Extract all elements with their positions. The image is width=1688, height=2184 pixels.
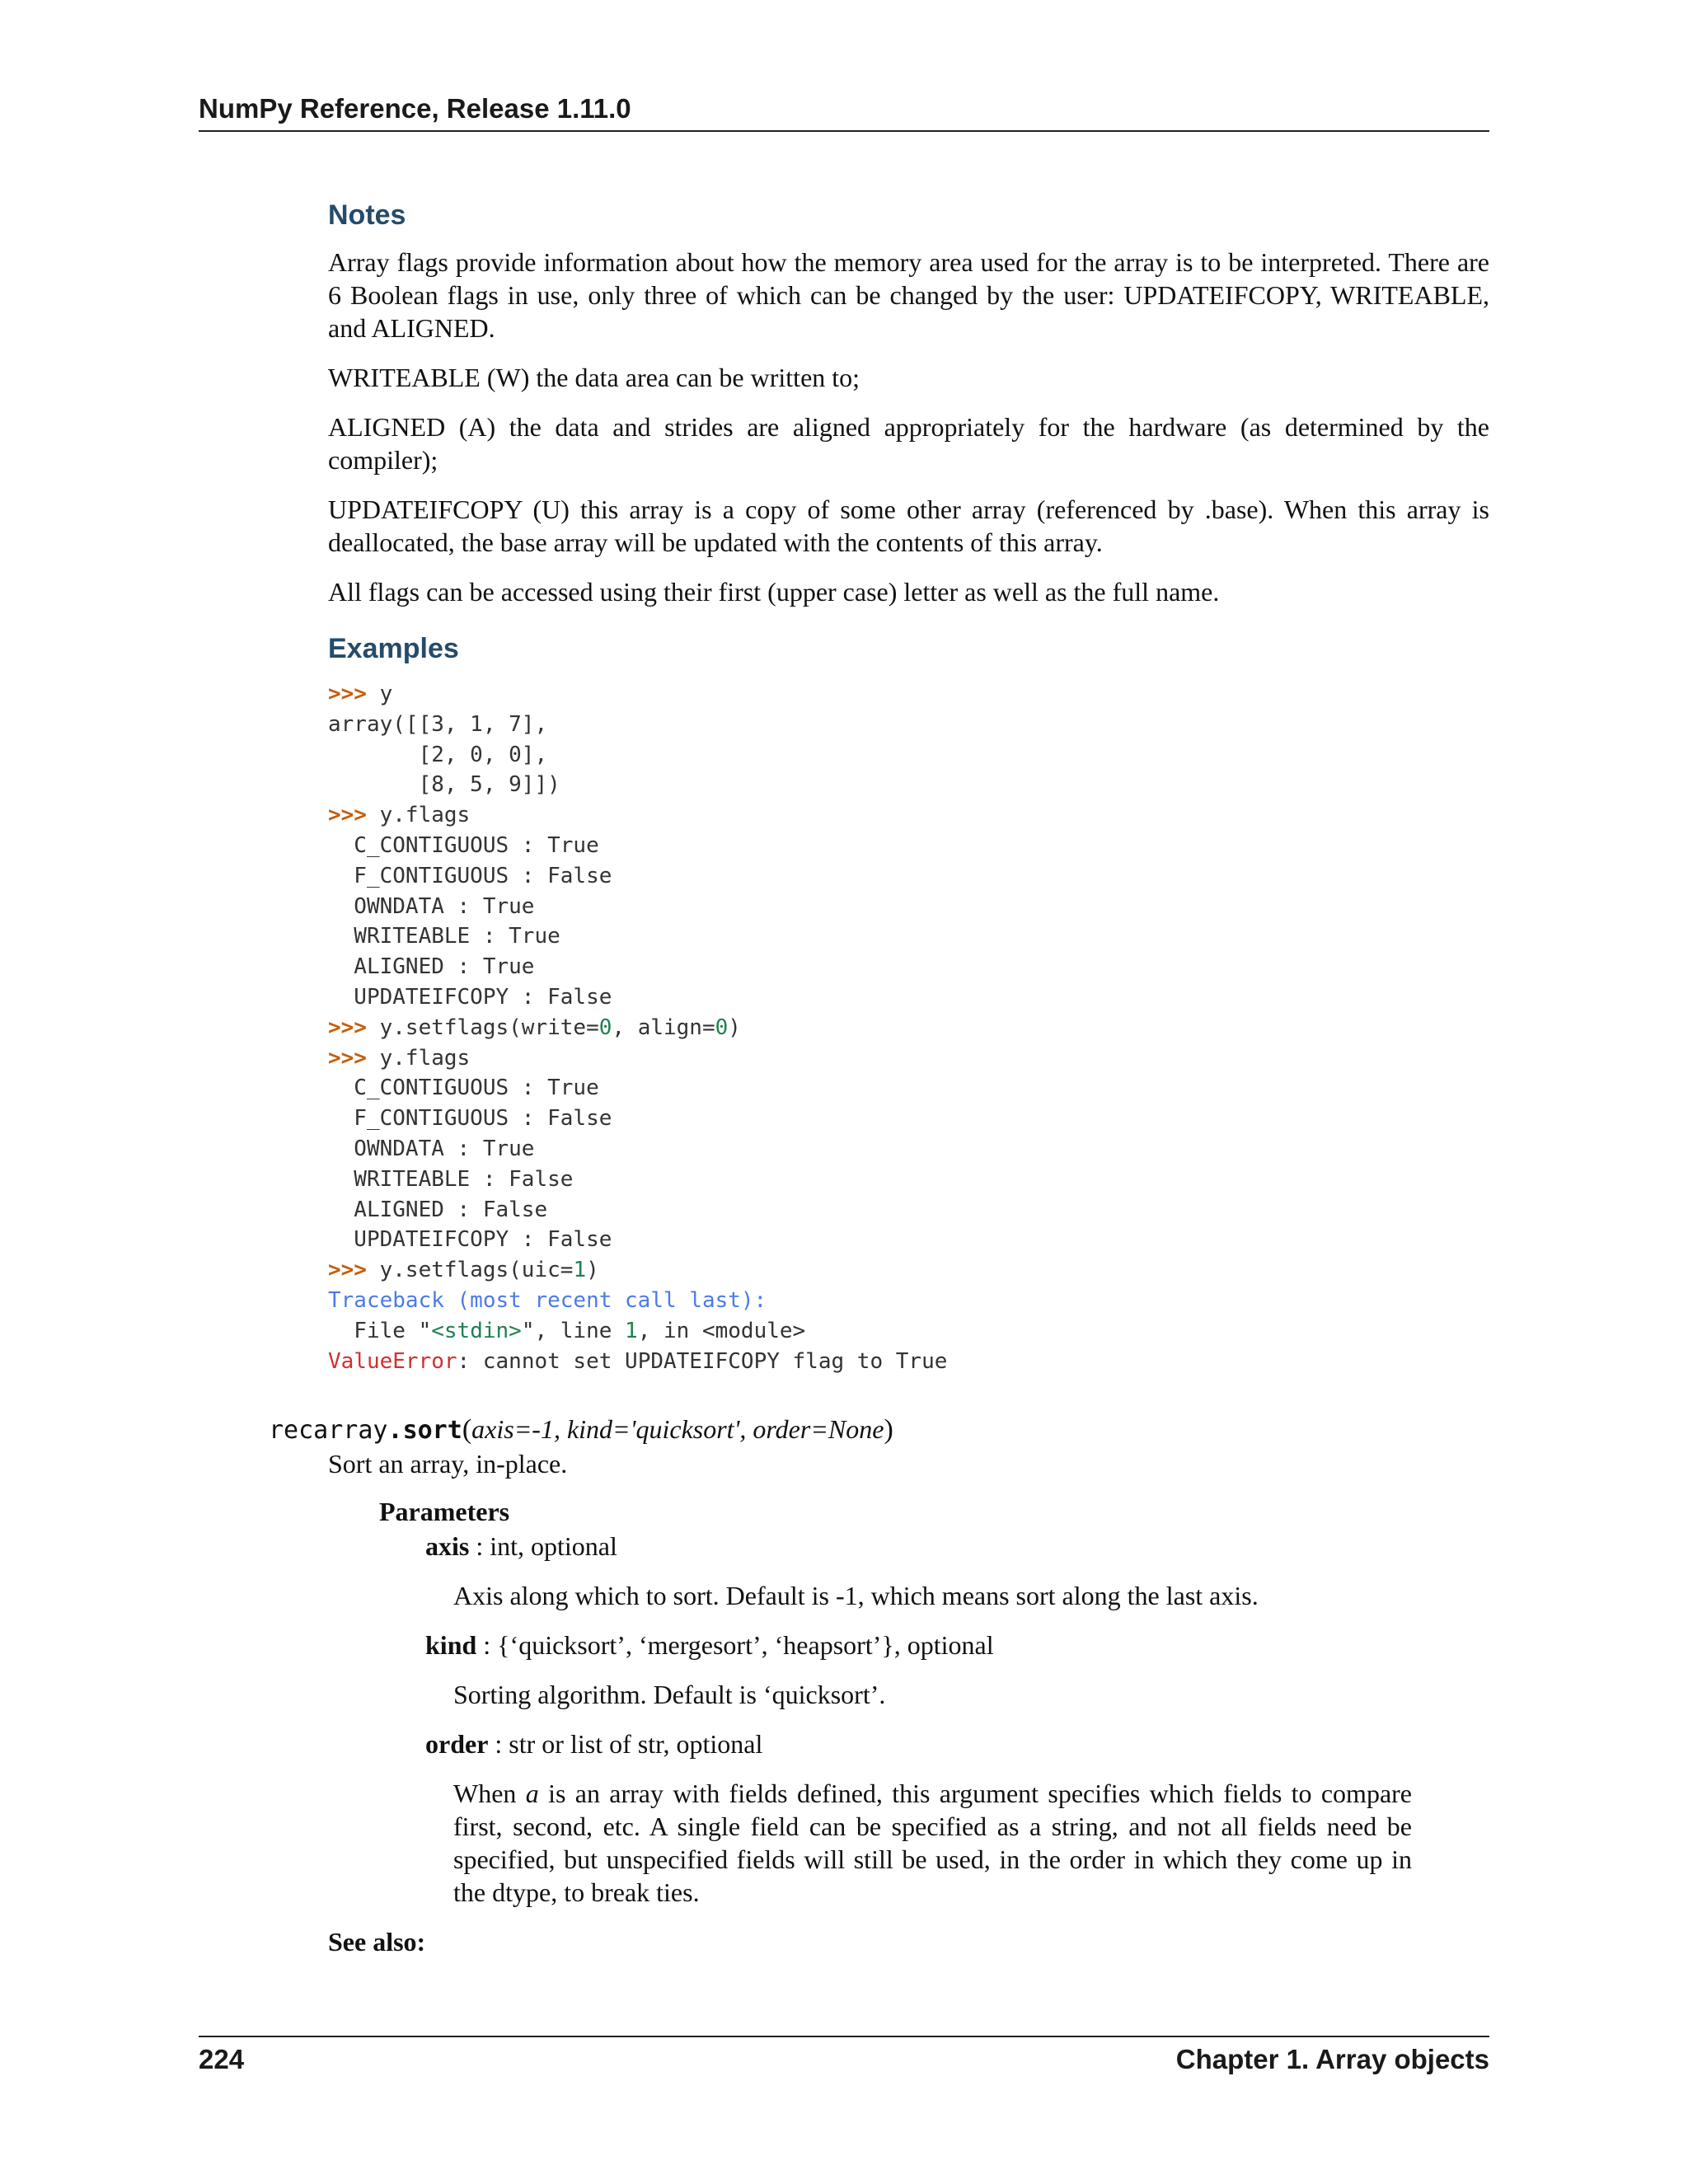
code-line: C_CONTIGUOUS : True: [328, 1076, 599, 1101]
code-line: OWNDATA : True: [328, 893, 535, 919]
code-line: [8, 5, 9]]): [328, 772, 560, 798]
header-rule: [199, 130, 1489, 132]
method-class: recarray: [269, 1416, 388, 1445]
chapter-title: Chapter 1. Array objects: [1175, 2044, 1489, 2074]
code-line: [2, 0, 0],: [328, 742, 548, 767]
code-line: >>> y: [328, 682, 393, 706]
code-line: File "<stdin>", line 1, in <module>: [328, 1318, 806, 1343]
code-line: F_CONTIGUOUS : False: [328, 863, 612, 888]
code-line: OWNDATA : True: [328, 1136, 535, 1161]
code-line: WRITEABLE : True: [328, 924, 560, 949]
notes-heading: Notes: [328, 199, 406, 231]
param-type: : {‘quicksort’, ‘mergesort’, ‘heapsort’}, optional: [476, 1630, 994, 1660]
param-axis-desc: Axis along which to sort. Default is -1, which means sort along the last axis.: [453, 1581, 1259, 1610]
code-line: WRITEABLE : False: [328, 1166, 574, 1192]
param-kind-desc: Sorting algorithm. Default is ‘quicksort’.: [453, 1680, 886, 1709]
running-header: NumPy Reference, Release 1.11.0: [199, 93, 631, 124]
code-line: >>> y.flags: [328, 1045, 471, 1071]
notes-paragraph: Array flags provide information about how the memory area used for the array is to be interpreted. There are 6 Boolean flags in use, only three of which can be changed by the user: UPDATEIFCOPY, WRITEABLE, and ALIGNED.: [328, 247, 1489, 343]
code-line: UPDATEIFCOPY : False: [328, 984, 612, 1010]
example-code-block: [328, 679, 1489, 1376]
method-dot: .: [387, 1416, 403, 1445]
page-number: 224: [199, 2044, 245, 2074]
method-name: sort: [402, 1416, 462, 1445]
param-name: axis: [425, 1531, 470, 1561]
code-line: Traceback (most recent call last):: [328, 1287, 767, 1313]
code-line: array([[3, 1, 7],: [328, 711, 548, 737]
code-line: >>> y.setflags(write=0, align=0): [328, 1015, 741, 1040]
code-line: C_CONTIGUOUS : True: [328, 832, 599, 858]
see-also-label: See also:: [328, 1927, 426, 1957]
notes-paragraph: ALIGNED (A) the data and strides are aligned appropriately for the hardware (as determined by the compiler);: [328, 412, 1489, 475]
open-paren: (: [462, 1414, 472, 1445]
notes-paragraph: WRITEABLE (W) the data area can be written to;: [328, 363, 860, 392]
notes-examples-section: [328, 196, 1489, 1401]
param-axis: [425, 1530, 617, 1563]
notes-paragraph: UPDATEIFCOPY (U) this array is a copy of some other array (referenced by .base). When this array is deallocated, the base array will be updated with the contents of this array.: [328, 494, 1489, 557]
close-paren: ): [884, 1414, 893, 1445]
code-line: ALIGNED : True: [328, 954, 535, 980]
code-line: >>> y.setflags(uic=1): [328, 1258, 599, 1283]
method-summary: Sort an array, in-place.: [328, 1449, 568, 1479]
footer-rule: [199, 2036, 1489, 2037]
notes-paragraph: All flags can be accessed using their first (upper case) letter as well as the full name.: [328, 577, 1220, 607]
code-line: F_CONTIGUOUS : False: [328, 1106, 612, 1132]
code-line: ALIGNED : False: [328, 1197, 548, 1222]
method-args: axis=-1, kind='quicksort', order=None: [471, 1414, 884, 1444]
param-name: kind: [425, 1630, 477, 1660]
method-signature: [269, 1412, 1489, 1448]
param-name: order: [425, 1729, 489, 1759]
code-line: >>> y.flags: [328, 803, 471, 828]
param-type: : int, optional: [469, 1531, 617, 1561]
examples-heading: Examples: [328, 633, 459, 664]
code-line: UPDATEIFCOPY : False: [328, 1227, 612, 1253]
param-kind: [425, 1629, 994, 1661]
code-line: ValueError: cannot set UPDATEIFCOPY flag to True: [328, 1348, 948, 1374]
parameters-label: Parameters: [379, 1497, 510, 1526]
param-order: [425, 1727, 762, 1760]
param-type: : str or list of str, optional: [488, 1729, 763, 1759]
param-order-desc: When a is an array with fields defined, this argument specifies which fields to compare first, second, etc. A single field can be specified as a string, and not all fields need be specified, but unspecified fields will still be used, in the order in which they come up in the dtype, to break ties.: [453, 1779, 1412, 1907]
